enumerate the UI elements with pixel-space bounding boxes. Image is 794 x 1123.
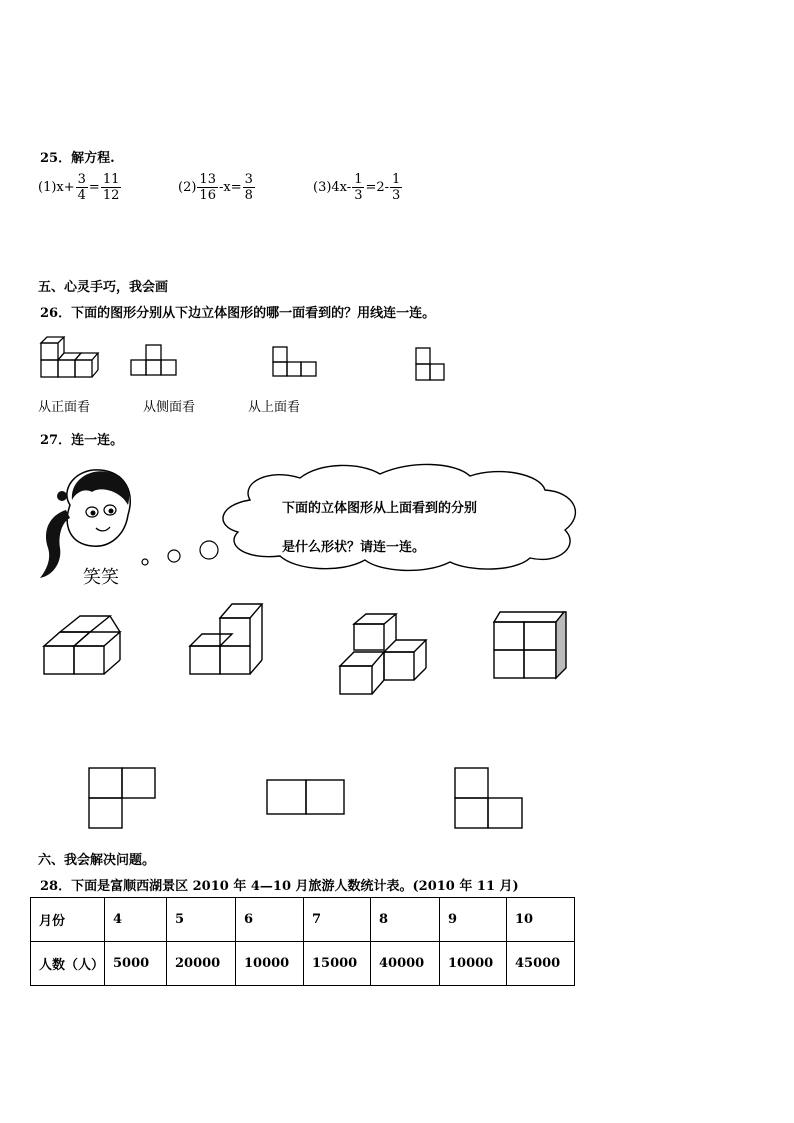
eq3-den-b: 3 xyxy=(392,188,401,203)
solid-figure-c xyxy=(340,614,426,694)
eq2-mid: -x= xyxy=(218,180,242,195)
table-cell: 10000 xyxy=(440,942,507,986)
q26-view-top xyxy=(273,347,316,376)
table-cell: 月份 xyxy=(31,898,105,942)
table-cell: 9 xyxy=(440,898,507,942)
eq2-prefix: (2) xyxy=(178,180,197,195)
table-cell: 8 xyxy=(371,898,440,942)
table-cell: 人数（人） xyxy=(31,942,105,986)
girl-avatar xyxy=(40,470,130,578)
q26-title: 26．下面的图形分别从下边立体图形的哪一面看到的？用线连一连。 xyxy=(40,306,436,321)
eq2-den-b: 8 xyxy=(244,188,253,203)
table-cell: 40000 xyxy=(371,942,440,986)
eq2-den-a: 16 xyxy=(199,188,216,203)
table-cell: 10 xyxy=(507,898,575,942)
q27-title: 27．连一连。 xyxy=(40,433,124,448)
table-cell: 20000 xyxy=(167,942,236,986)
eq3-mid: =2- xyxy=(365,180,390,195)
table-cell: 4 xyxy=(105,898,167,942)
solid-figure-d xyxy=(494,612,566,678)
table-row xyxy=(31,898,575,942)
bubble-text-line2: 是什么形状？请连一连。 xyxy=(282,540,426,555)
table-cell: 6 xyxy=(236,898,304,942)
top-view-step-shape xyxy=(455,768,522,828)
top-view-two-squares xyxy=(267,780,344,814)
label-front-view: 从正面看 xyxy=(38,400,91,415)
q26-view-side xyxy=(131,345,176,375)
eq3-num-a: 1 xyxy=(354,172,363,187)
thought-dot-medium xyxy=(168,550,180,562)
table-cell: 7 xyxy=(304,898,371,942)
eq3-prefix: (3)4x- xyxy=(313,180,352,195)
eq1-den-b: 12 xyxy=(102,188,120,203)
q26-figures xyxy=(0,0,794,420)
table-cell: 10000 xyxy=(236,942,304,986)
eq1-num-b: 11 xyxy=(102,172,120,187)
table-cell: 5 xyxy=(167,898,236,942)
table-cell: 15000 xyxy=(304,942,371,986)
bubble-text-line1: 下面的立体图形从上面看到的分别 xyxy=(282,501,478,516)
label-top-view: 从上面看 xyxy=(248,400,301,415)
eq1-den-a: 4 xyxy=(77,188,86,203)
label-side-view: 从侧面看 xyxy=(143,400,196,415)
section5-title: 五、心灵手巧，我会画 xyxy=(38,280,169,295)
table-cell: 45000 xyxy=(507,942,575,986)
eq1-num-a: 3 xyxy=(77,172,86,187)
eq1-equals: = xyxy=(88,180,100,195)
tourist-statistics-table xyxy=(30,897,575,986)
solid-figure-a xyxy=(44,616,120,674)
q28-title: 28．下面是富顺西湖景区 2010 年 4—10 月旅游人数统计表。(2010 年 11 月) xyxy=(40,879,519,894)
eq2-num-b: 3 xyxy=(244,172,253,187)
thought-dot-large xyxy=(200,541,218,559)
q26-solid-figure xyxy=(41,337,98,377)
table-cell: 5000 xyxy=(105,942,167,986)
section6-title: 六、我会解决问题。 xyxy=(38,853,156,868)
eq2-num-a: 13 xyxy=(199,172,216,187)
eq3-den-a: 3 xyxy=(354,188,363,203)
q27-figures xyxy=(0,590,794,840)
solid-figure-b xyxy=(190,604,262,674)
eq1-prefix: (1)x+ xyxy=(38,180,75,195)
q26-view-front xyxy=(416,348,444,380)
q25-title: 25．解方程. xyxy=(40,151,115,166)
girl-name-label: 笑笑 xyxy=(83,567,119,588)
thought-dot-small xyxy=(142,559,148,565)
eq3-num-b: 1 xyxy=(392,172,401,187)
top-view-l-shape xyxy=(89,768,155,828)
table-row xyxy=(31,942,575,986)
